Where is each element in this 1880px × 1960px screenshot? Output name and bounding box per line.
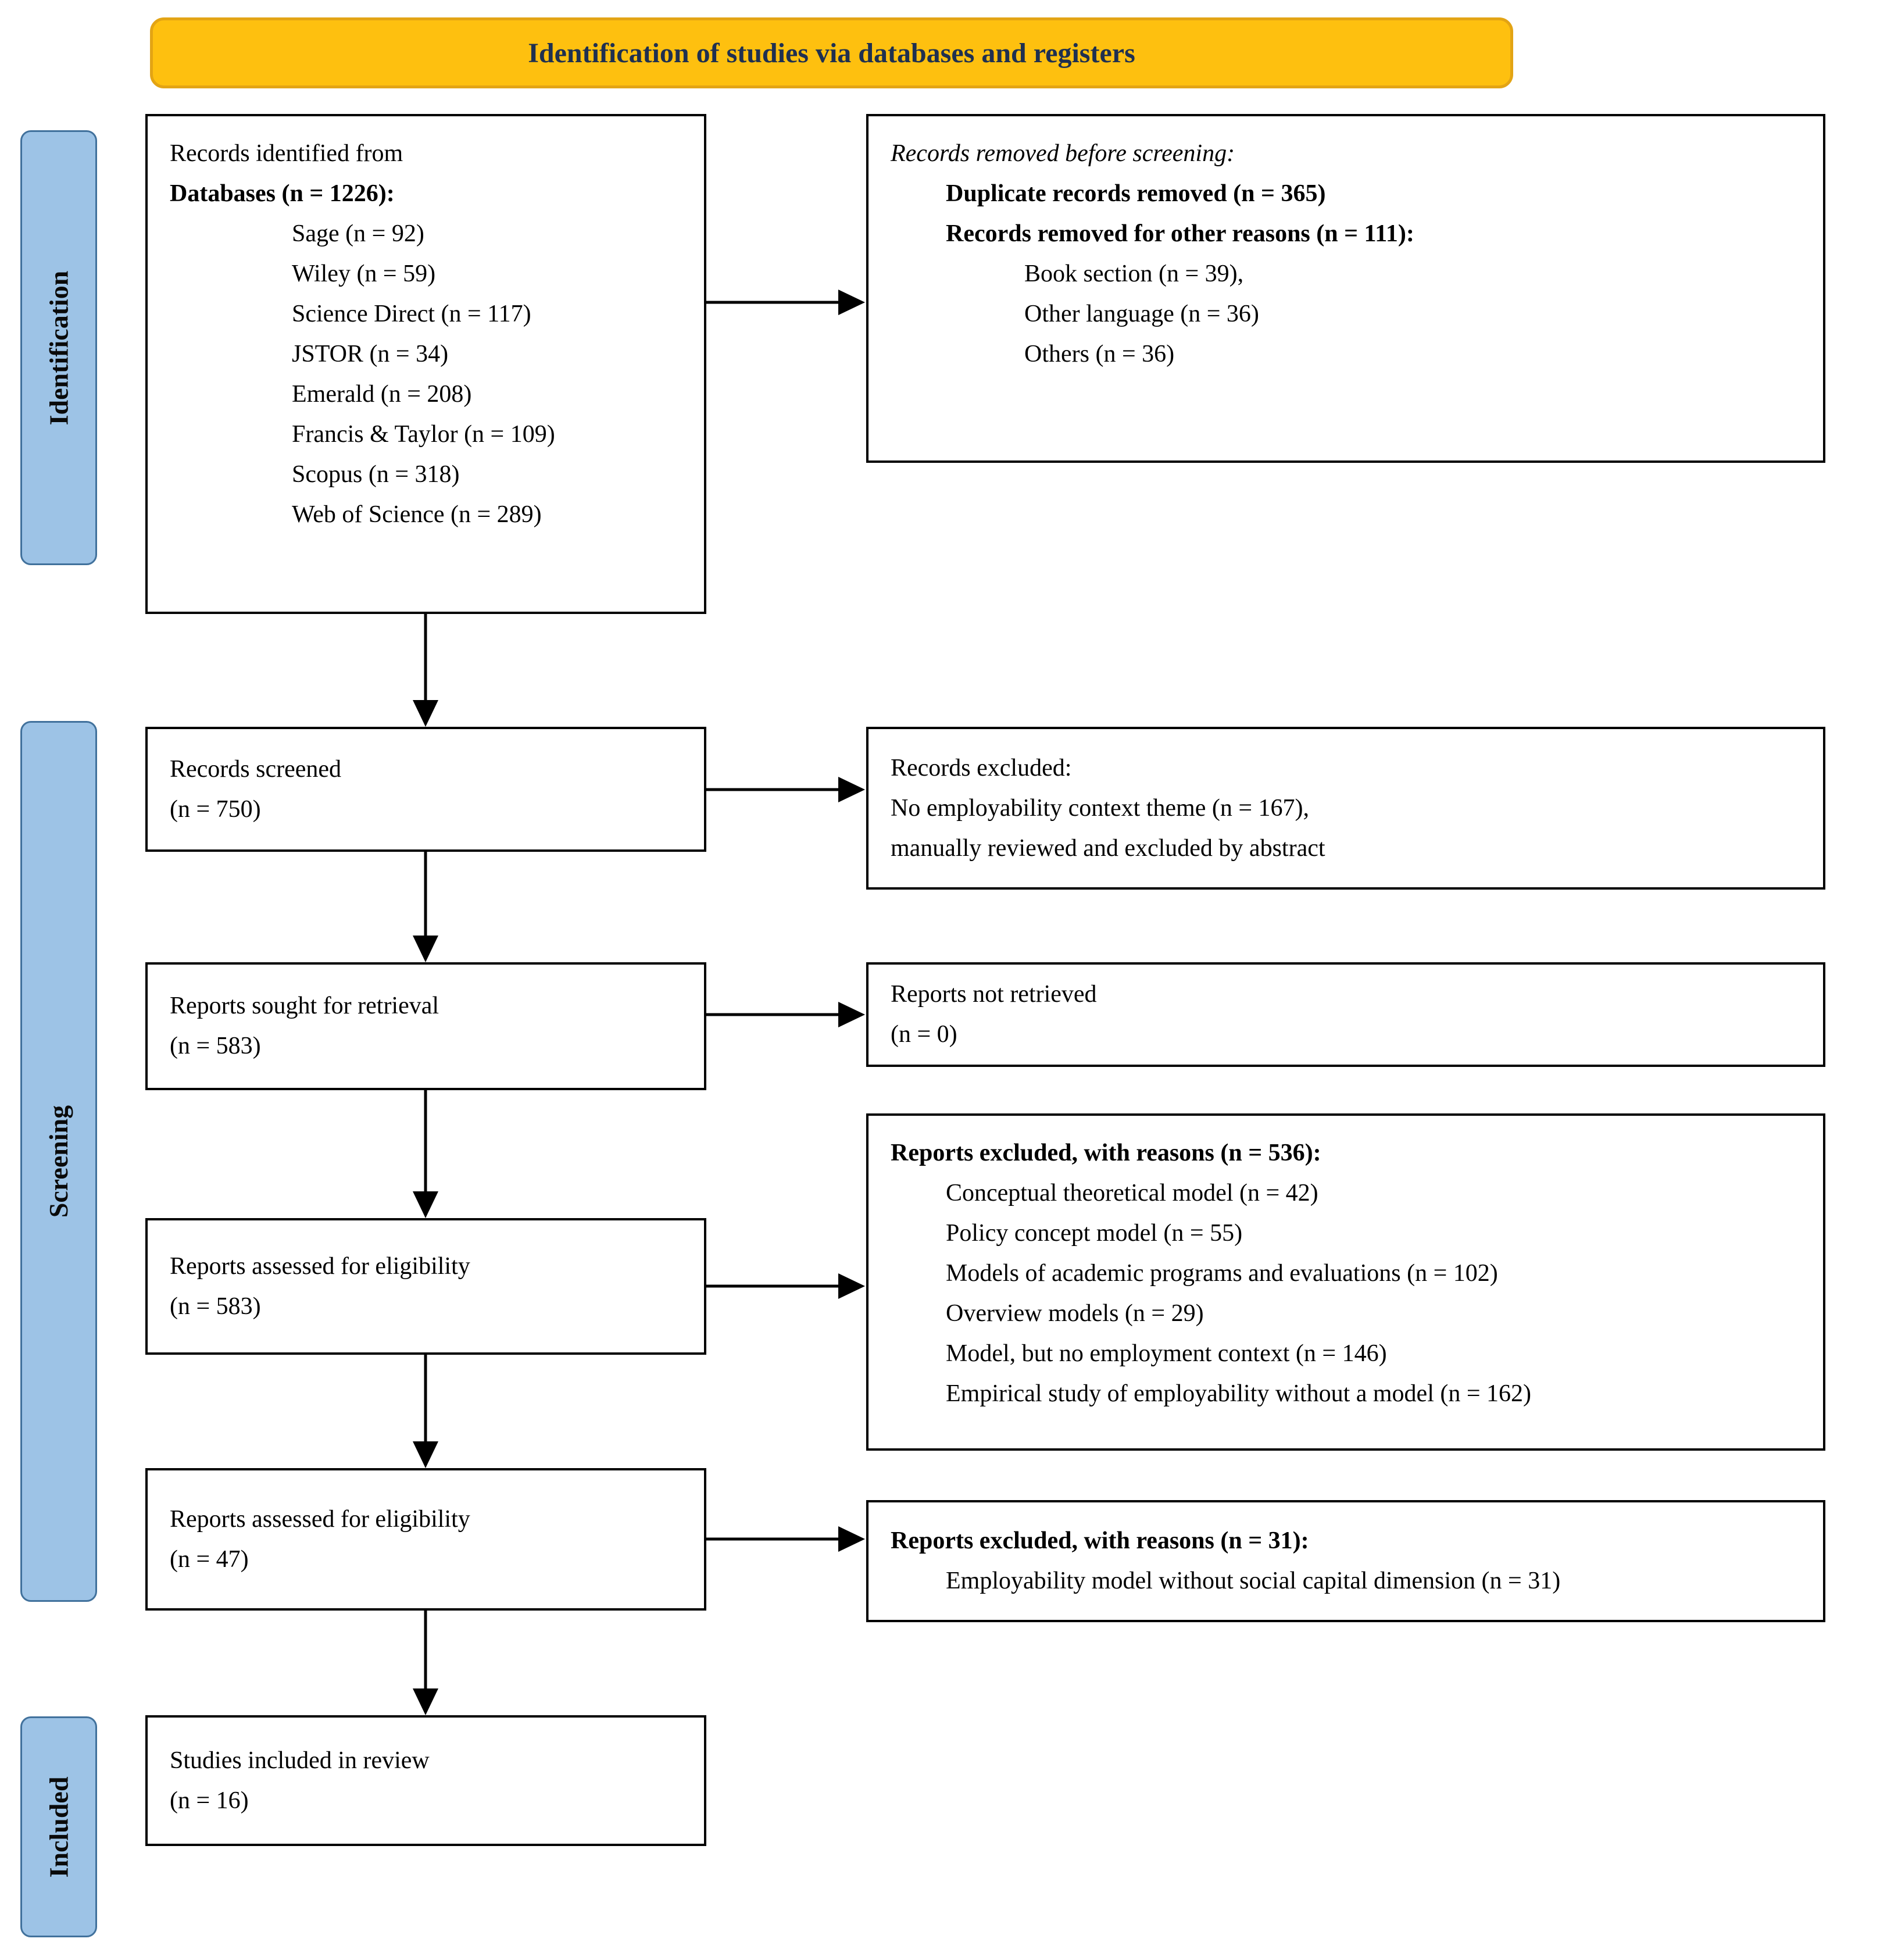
arrow-assessed-to-assessed2 xyxy=(413,1355,438,1468)
excluded-reason-item: Conceptual theoretical model (n = 42) xyxy=(946,1180,1318,1206)
studies-included-label: Studies included in review xyxy=(170,1747,430,1774)
database-item: Science Direct (n = 117) xyxy=(292,301,531,327)
box-reports-assessed-eligibility-2 xyxy=(145,1468,706,1611)
box-records-excluded xyxy=(866,727,1825,890)
title-banner xyxy=(150,17,1513,88)
reports-assessed1-count: (n = 583) xyxy=(170,1293,261,1320)
reports-not-retrieved-count: (n = 0) xyxy=(891,1021,957,1048)
stage-label-included xyxy=(20,1716,97,1937)
excluded-reason-item: Model, but no employment context (n = 146) xyxy=(946,1340,1387,1367)
removed-reason-item: Others (n = 36) xyxy=(1024,341,1175,367)
box-studies-included xyxy=(145,1715,706,1846)
database-item: Scopus (n = 318) xyxy=(292,461,460,488)
arrow-sought-to-assessed xyxy=(413,1090,438,1218)
reports-assessed1-label: Reports assessed for eligibility xyxy=(170,1252,470,1280)
stage-identification-text: Identification xyxy=(44,270,74,425)
studies-included-count: (n = 16) xyxy=(170,1787,249,1814)
database-item: Emerald (n = 208) xyxy=(292,381,472,408)
excluded-reason-item: Models of academic programs and evaluations (n = 102) xyxy=(946,1260,1498,1287)
excluded-final-item: Employability model without social capital dimension (n = 31) xyxy=(946,1568,1561,1594)
records-excluded-line: No employability context theme (n = 167), xyxy=(891,794,1310,822)
records-excluded-line: Records excluded: xyxy=(891,754,1072,781)
stage-label-screening xyxy=(20,721,97,1602)
arrow-sought-to-not-retrieved xyxy=(706,1002,865,1027)
arrow-assessed2-to-excluded-final xyxy=(706,1526,865,1552)
reports-not-retrieved-label: Reports not retrieved xyxy=(891,981,1097,1008)
stage-screening-text: Screening xyxy=(44,1105,74,1218)
box-reports-excluded-final xyxy=(866,1500,1825,1622)
reports-excluded-heading: Reports excluded, with reasons (n = 536): xyxy=(891,1140,1321,1166)
box-records-identified xyxy=(145,114,706,614)
box-reports-sought xyxy=(145,962,706,1090)
arrow-assessed-to-excluded-reasons xyxy=(706,1273,865,1299)
records-screened-count: (n = 750) xyxy=(170,795,261,823)
removed-reason-item: Book section (n = 39), xyxy=(1024,260,1244,287)
reports-sought-count: (n = 583) xyxy=(170,1033,261,1059)
records-removed-heading: Records removed before screening: xyxy=(891,140,1235,167)
database-item: JSTOR (n = 34) xyxy=(292,341,449,367)
box-reports-excluded-reasons xyxy=(866,1113,1825,1451)
excluded-reason-item: Policy concept model (n = 55) xyxy=(946,1220,1243,1247)
reports-assessed2-label: Reports assessed for eligibility xyxy=(170,1505,470,1533)
arrow-screened-to-excluded xyxy=(706,777,865,802)
records-identified-intro: Records identified from xyxy=(170,140,403,167)
database-item: Sage (n = 92) xyxy=(292,220,424,247)
records-removed-other-reasons: Records removed for other reasons (n = 111): xyxy=(946,220,1414,247)
reports-sought-label: Reports sought for retrieval xyxy=(170,993,439,1019)
box-reports-not-retrieved xyxy=(866,962,1825,1067)
diagram-title: Identification of studies via databases and registers xyxy=(528,37,1135,69)
arrow-assessed2-to-included xyxy=(413,1611,438,1715)
database-item: Wiley (n = 59) xyxy=(292,260,436,287)
reports-assessed2-count: (n = 47) xyxy=(170,1545,249,1573)
duplicate-records-removed: Duplicate records removed (n = 365) xyxy=(946,180,1326,207)
box-reports-assessed-eligibility xyxy=(145,1218,706,1355)
removed-reason-item: Other language (n = 36) xyxy=(1024,301,1259,327)
box-records-screened xyxy=(145,727,706,852)
stage-included-text: Included xyxy=(44,1776,74,1877)
records-excluded-line: manually reviewed and excluded by abstract xyxy=(891,834,1325,862)
excluded-reason-item: Overview models (n = 29) xyxy=(946,1300,1204,1327)
database-item: Web of Science (n = 289) xyxy=(292,501,542,528)
records-identified-databases-count: Databases (n = 1226): xyxy=(170,180,395,207)
box-records-removed-before-screening xyxy=(866,114,1825,463)
database-item: Francis & Taylor (n = 109) xyxy=(292,421,555,448)
records-screened-label: Records screened xyxy=(170,755,342,783)
excluded-reason-item: Empirical study of employability without a model (n = 162) xyxy=(946,1380,1532,1407)
arrow-screened-to-sought xyxy=(413,852,438,962)
arrow-identified-to-removed xyxy=(706,290,865,315)
stage-label-identification xyxy=(20,130,97,565)
arrow-identified-to-screened xyxy=(413,614,438,727)
reports-excluded-final-heading: Reports excluded, with reasons (n = 31): xyxy=(891,1527,1309,1554)
